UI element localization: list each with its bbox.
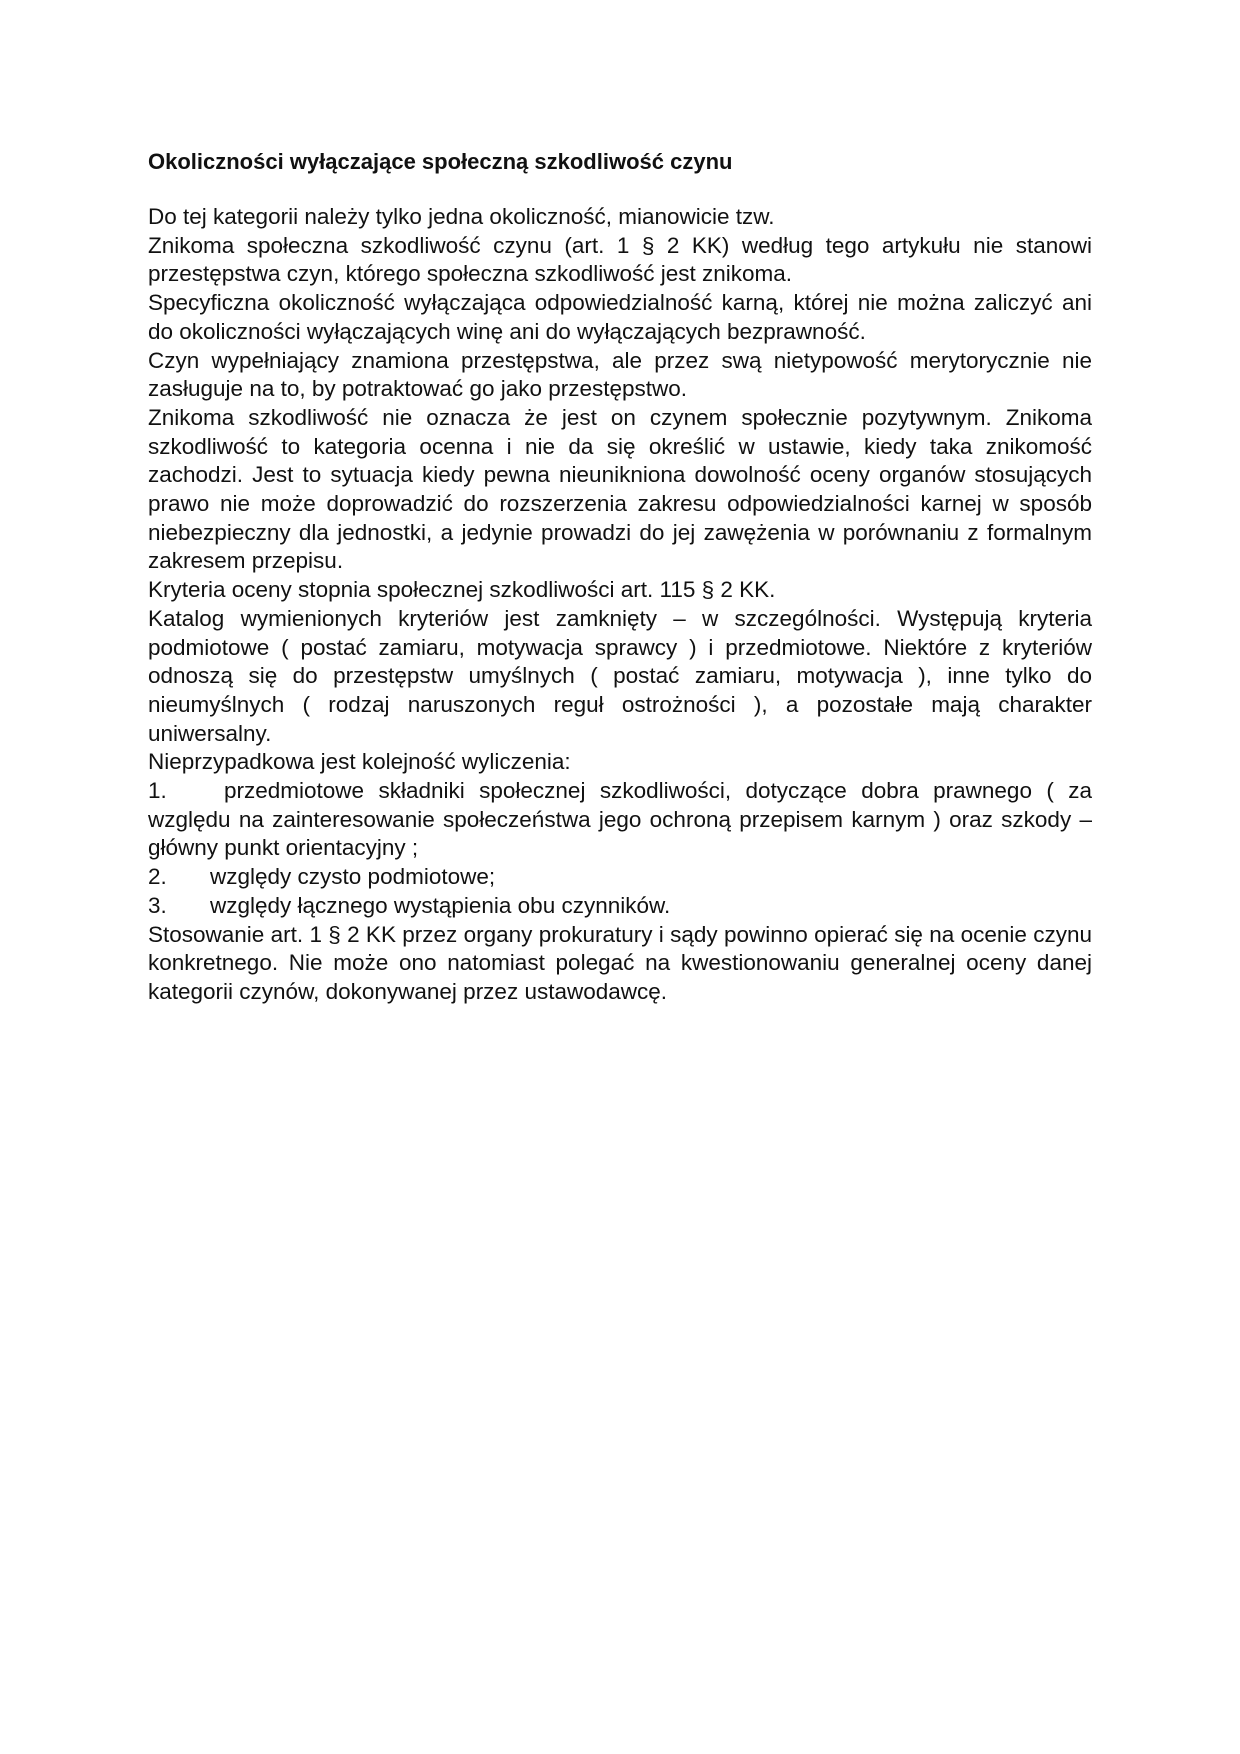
- document-body: [148, 203, 1092, 1007]
- paragraph-minor-harm: Znikoma szkodliwość nie oznacza że jest on czynem społecznie pozytywnym. Znikoma szkodliwość to kategoria ocenna i nie da się określić w ustawie, kiedy taka znikomość zachodzi. Jest to sytuacja kiedy pewna nieunikniona dowolność oceny organów stosujących prawo nie może doprowadzić do rozszerzenia zakresu odpowiedzialności karnej w sposób niebezpieczny dla jednostki, a jedynie prowadzi do jej zawężenia w porównaniu z formalnym zakresem przepisu.: [148, 404, 1092, 574]
- list-item-text: względy czysto podmiotowe;: [210, 864, 496, 890]
- paragraph-catalog: Katalog wymienionych kryteriów jest zamknięty – w szczególności. Występują kryteria podmiotowe ( postać zamiaru, motywacja sprawcy ) i przedmiotowe. Niektóre z kryteriów odnoszą się do przestępstw umyślnych ( postać zamiaru, motywacja ), inne tylko do nieumyślnych ( rodzaj naruszonych reguł ostrożności ), a pozostałe mają charakter uniwersalny.: [148, 605, 1092, 746]
- paragraph-closing: Stosowanie art. 1 § 2 KK przez organy prokuratury i sądy powinno opierać się na ocenie czynu konkretnego. Nie może ono natomiast polegać na kwestionowaniu generalnej oceny danej kategorii czynów, dokonywanej przez ustawodawcę.: [148, 921, 1092, 1004]
- paragraph-intro: Do tej kategorii należy tylko jedna okoliczność, mianowicie tzw.: [148, 204, 775, 229]
- list-item-text: względy łącznego wystąpienia obu czynników.: [210, 892, 671, 918]
- paragraph-act: Czyn wypełniający znamiona przestępstwa, ale przez swą nietypowość merytorycznie nie zasługuje na to, by potraktować go jako przestępstwo.: [148, 347, 1092, 402]
- paragraph-criteria: Kryteria oceny stopnia społecznej szkodliwości art. 115 § 2 KK.: [148, 577, 776, 603]
- paragraph-definition: Znikoma społeczna szkodliwość czynu (art. 1 § 2 KK) według tego artykułu nie stanowi przestępstwa czyn, którego społeczna szkodliwość jest znikoma.: [148, 232, 1092, 287]
- list-item: [148, 892, 1092, 921]
- paragraph-order: Nieprzypadkowa jest kolejność wyliczenia:: [148, 749, 571, 775]
- list-item: [148, 863, 1092, 892]
- list-item-number: 1.: [148, 778, 167, 804]
- list-item: [148, 777, 1092, 863]
- paragraph-specific-circumstance: Specyficzna okoliczność wyłączająca odpowiedzialność karną, której nie można zaliczyć ani do okoliczności wyłączających winę ani do wyłączających bezprawność.: [148, 290, 1092, 344]
- document-title: Okoliczności wyłączające społeczną szkodliwość czynu: [148, 149, 733, 174]
- list-item-number: 2.: [148, 864, 167, 890]
- list-item-text: przedmiotowe składniki społecznej szkodliwości, dotyczące dobra prawnego ( za względu na zainteresowanie społeczeństwa jego ochroną przepisem karnym ) oraz szkody – główny punkt orientacyjny ;: [148, 778, 1092, 861]
- list-item-number: 3.: [148, 892, 167, 918]
